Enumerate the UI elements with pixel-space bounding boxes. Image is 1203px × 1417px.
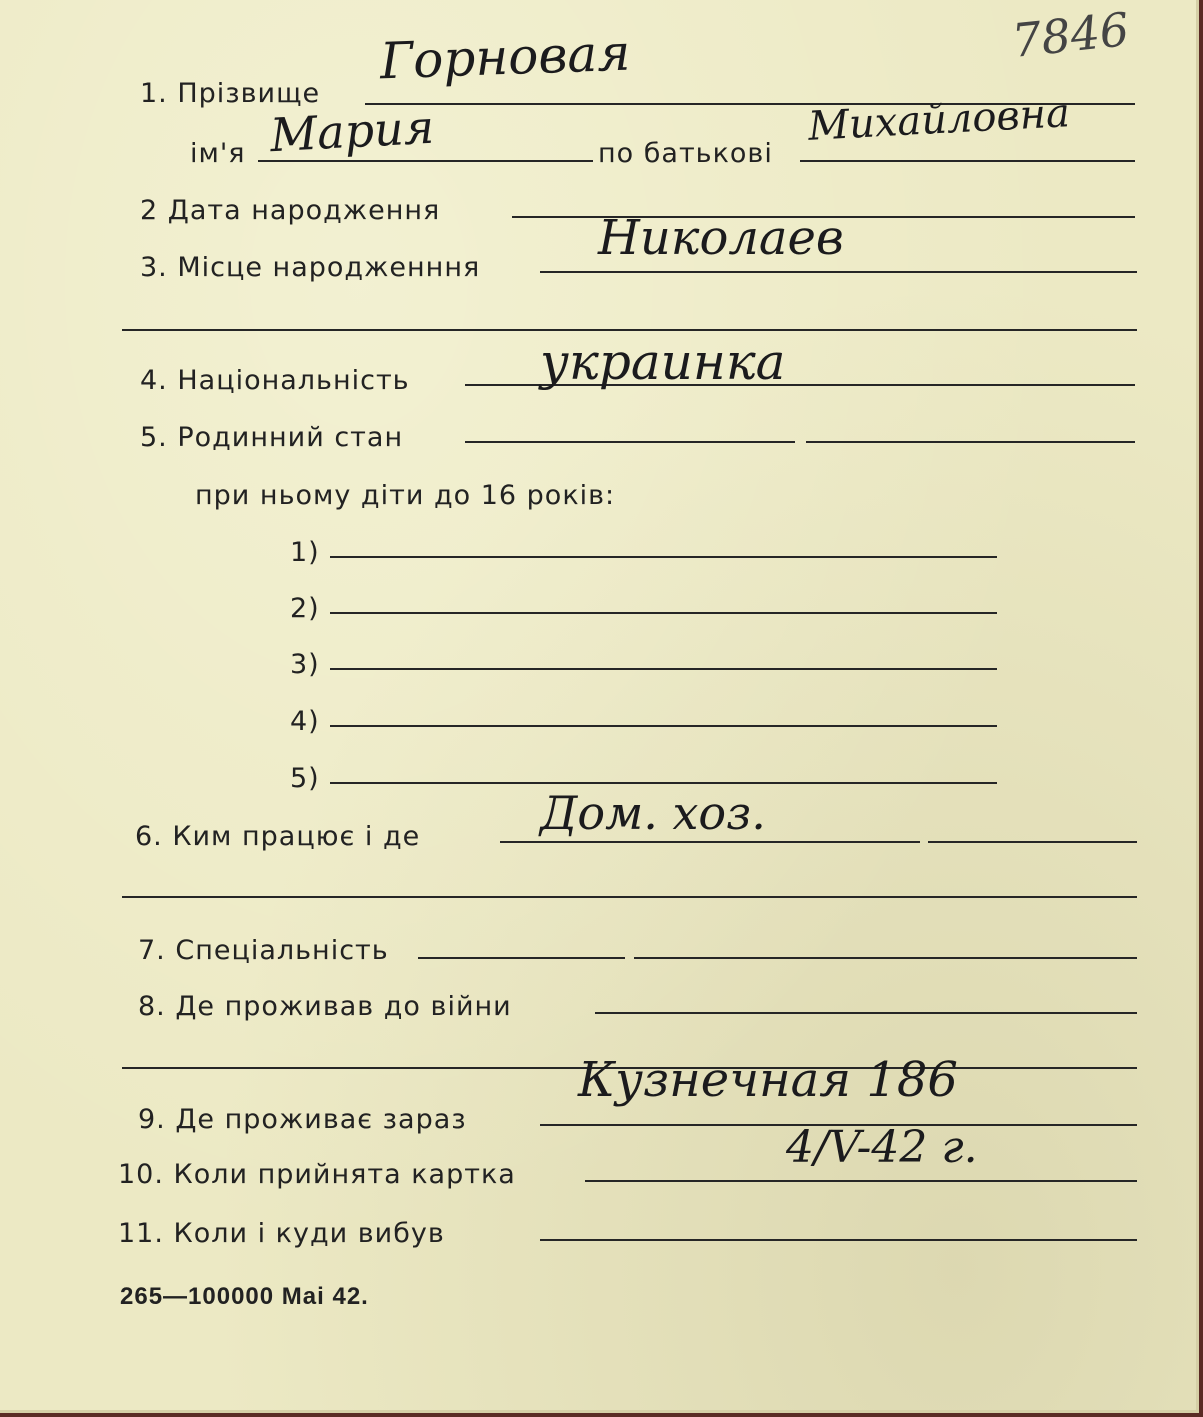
patronymic-line: [800, 160, 1135, 162]
archive-number: 7846: [1009, 2, 1132, 68]
occupation-line-b: [928, 841, 1137, 843]
nationality-label: 4. Національність: [140, 365, 410, 396]
birthplace-value: Николаев: [598, 210, 844, 266]
card-accepted-value: 4/V-42 г.: [786, 1122, 978, 1173]
occupation-label: 6. Ким працює і де: [135, 821, 421, 852]
child-3-label: 3): [290, 649, 320, 680]
child-2-line: [330, 612, 997, 614]
birthplace-line-2: [122, 329, 1137, 331]
birthdate-label: 2 Дата народження: [140, 195, 441, 226]
marital-status-line-b: [806, 441, 1135, 443]
current-residence-label: 9. Де проживає зараз: [138, 1104, 467, 1135]
birthplace-label: 3. Місце народженння: [140, 252, 481, 283]
patronymic-value: Михайловна: [806, 90, 1071, 150]
child-3-line: [330, 668, 997, 670]
surname-label: 1. Прізвище: [140, 78, 321, 109]
prewar-residence-line: [595, 1012, 1137, 1014]
child-5-label: 5): [290, 763, 320, 794]
prewar-residence-label: 8. Де проживав до війни: [138, 991, 512, 1022]
occupation-line-a: [500, 841, 920, 843]
current-residence-value: Кузнечная 186: [578, 1052, 958, 1108]
name-label: ім'я: [190, 138, 246, 169]
patronymic-label: по батькові: [598, 138, 773, 169]
marital-status-label: 5. Родинний стан: [140, 422, 404, 453]
marital-status-line-a: [465, 441, 795, 443]
specialty-line-b: [634, 957, 1137, 959]
departed-label: 11. Коли і куди вибув: [118, 1218, 445, 1249]
occupation-line-2: [122, 896, 1137, 898]
specialty-line-a: [418, 957, 625, 959]
nationality-value: украинка: [540, 333, 786, 391]
child-1-label: 1): [290, 537, 320, 568]
child-5-line: [330, 782, 997, 784]
card-accepted-label: 10. Коли прийнята картка: [118, 1159, 516, 1190]
child-4-label: 4): [290, 706, 320, 737]
child-2-label: 2): [290, 593, 320, 624]
child-4-line: [330, 725, 997, 727]
birthplace-line: [540, 271, 1137, 273]
print-code: 265—100000 Mai 42.: [120, 1283, 369, 1310]
departed-line: [540, 1239, 1137, 1241]
card-accepted-line: [585, 1180, 1137, 1182]
child-1-line: [330, 556, 997, 558]
name-value: Мария: [268, 99, 436, 163]
children-label: при ньому діти до 16 років:: [195, 480, 616, 511]
specialty-label: 7. Спеціальність: [138, 935, 389, 966]
occupation-value: Дом. хоз.: [540, 786, 766, 840]
surname-value: Горновая: [379, 23, 632, 91]
